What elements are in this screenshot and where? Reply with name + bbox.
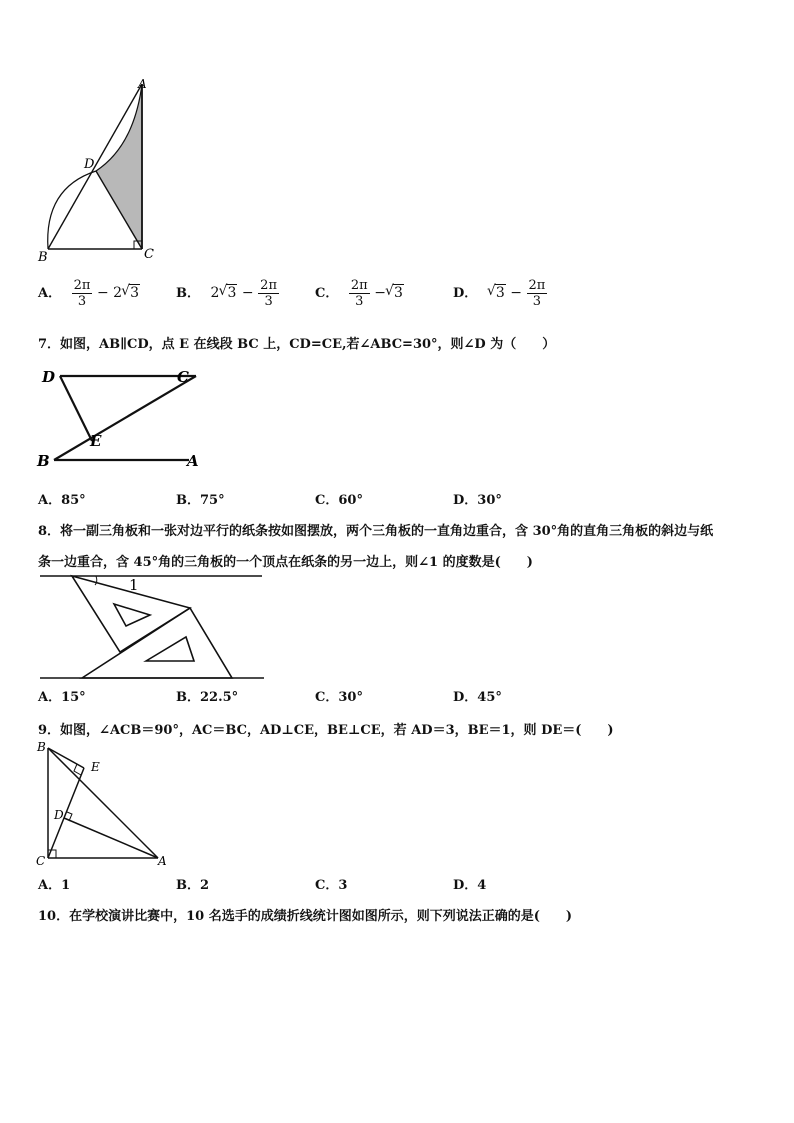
q6-option-b: B． 2√ 3 − $\frac{2\pi}{3}$ (176, 278, 279, 309)
q8-triangle-30-inner (114, 604, 150, 626)
q9-option-d: D．4 (453, 878, 487, 893)
q8-option-d: D．45° (453, 690, 502, 705)
q6-option-a: A． $\frac{2\pi}{3}$ − 2√ 3 (38, 278, 140, 309)
q8-triangle-45 (82, 608, 232, 678)
q8-angle-1-arc (95, 576, 97, 585)
q6-option-a-fraction: $\frac{2\pi}{3}$ (73, 278, 91, 309)
q7-option-c: C．60° (315, 493, 363, 508)
q7-option-d: D．30° (453, 493, 502, 508)
q6-option-c-label: C． (315, 286, 339, 301)
q6-option-a-label: A． (38, 286, 62, 301)
q7-label-e: E (90, 432, 102, 450)
q9-label-b: B (37, 740, 46, 754)
q8-option-a: A．15° (38, 690, 86, 705)
q7-label-d: D (42, 368, 56, 386)
q7-figure (34, 362, 204, 474)
q8-figure (36, 568, 268, 684)
q9-figure (34, 738, 174, 870)
q6-label-a: A (138, 77, 147, 91)
q6-option-d-fraction: $\frac{2\pi}{3}$ (528, 278, 546, 309)
q9-label-d: D (54, 808, 64, 822)
q6-option-c: C． $\frac{2\pi}{3}$ −√ 3 (315, 278, 404, 309)
q9-option-a: A．1 (38, 878, 71, 893)
q8-label-angle-1: 1 (129, 576, 139, 594)
q9-label-e: E (91, 760, 100, 774)
q6-option-b-label: B． (176, 286, 200, 301)
q7-text: 7．如图，AB∥CD，点 E 在线段 BC 上，CD=CE,若∠ABC=30°，则∠D 为（ ） (38, 337, 556, 352)
q6-option-d: D． √ 3 − $\frac{2\pi}{3}$ (453, 278, 547, 309)
q9-text: 9．如图，∠ACB＝90°，AC＝BC，AD⊥CE，BE⊥CE，若 AD＝3，BE＝1，则 DE＝( ) (38, 723, 614, 738)
q9-line-ad (64, 818, 158, 858)
q9-option-c: C．3 (315, 878, 348, 893)
q6-label-d: D (84, 157, 95, 172)
q7-line-bc (54, 376, 196, 460)
q7-label-b: B (37, 452, 50, 470)
q7-option-a: A．85° (38, 493, 86, 508)
q8-option-c: C．30° (315, 690, 363, 705)
q10-text: 10．在学校演讲比赛中，10 名选手的成绩折线统计图如图所示，则下列说法正确的是( ) (38, 909, 573, 924)
q6-label-c: C (144, 247, 154, 262)
q7-line-de (60, 376, 92, 441)
q8-option-b: B．22.5° (176, 690, 239, 705)
q7-label-a: A (187, 452, 199, 470)
q9-option-b: B．2 (176, 878, 210, 893)
q6-label-b: B (38, 250, 48, 265)
q8-text-line1: 8．将一副三角板和一张对边平行的纸条按如图摆放，两个三角板的一直角边重合，含 30°角的直角三角板的斜边与纸 (38, 524, 714, 539)
q7-option-b: B．75° (176, 493, 225, 508)
q6-figure (34, 76, 164, 266)
q6-option-c-fraction: $\frac{2\pi}{3}$ (350, 278, 368, 309)
q6-option-b-fraction: $\frac{2\pi}{3}$ (260, 278, 277, 309)
q6-option-d-label: D． (453, 286, 478, 301)
q8-text-line2: 条一边重合，含 45°角的三角板的一个顶点在纸条的另一边上，则∠1 的度数是( ) (38, 555, 533, 570)
q9-label-c: C (36, 854, 46, 868)
q9-side-ab (48, 748, 158, 858)
q7-label-c: C (177, 368, 189, 386)
q8-triangle-45-inner (146, 637, 194, 661)
q9-label-a: A (158, 854, 167, 868)
